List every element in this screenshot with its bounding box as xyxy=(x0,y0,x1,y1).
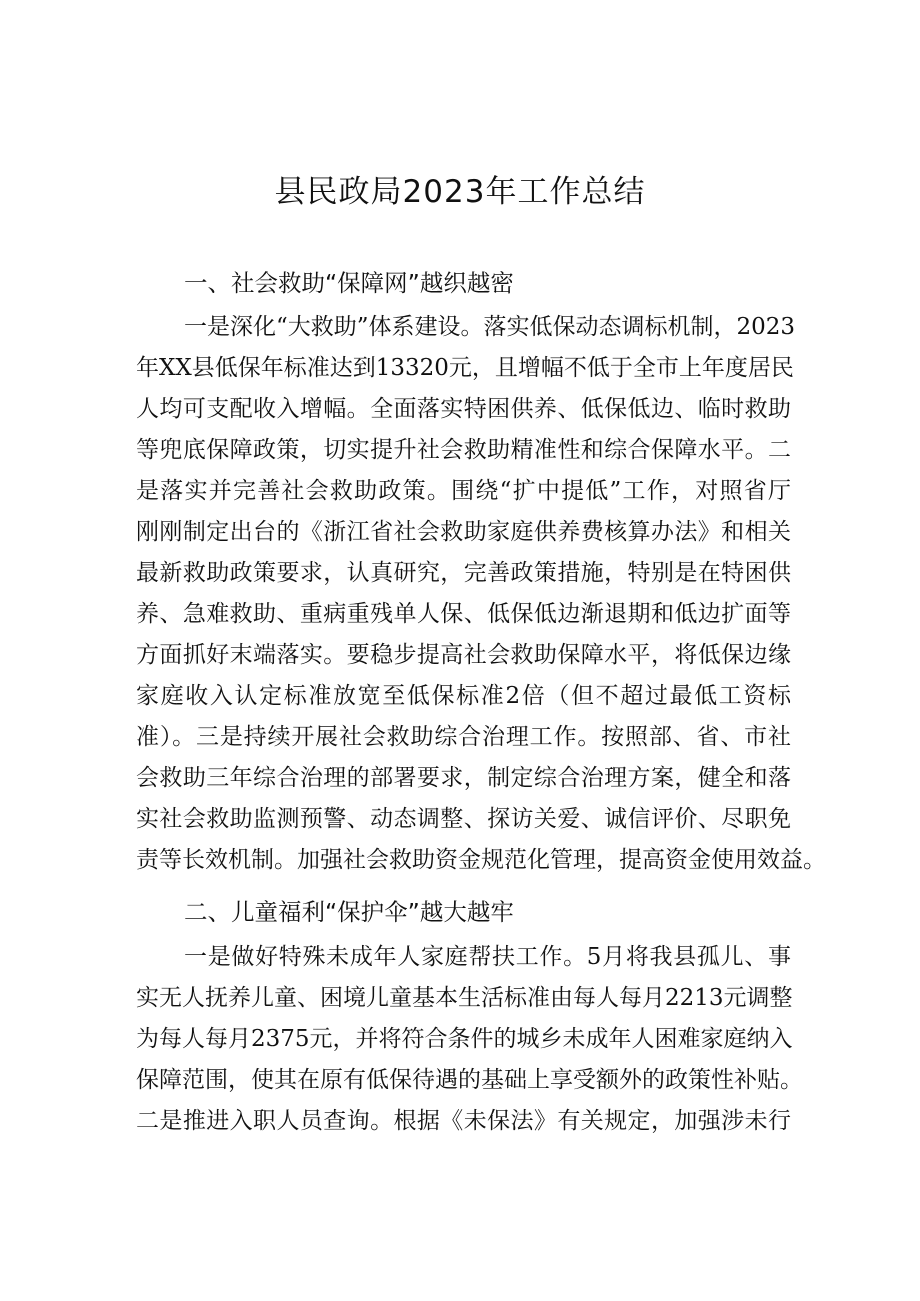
paragraph-line: 等兜底保障政策，切实提升社会救助精准性和综合保障水平。二 xyxy=(136,437,791,463)
paragraph-line: 家庭收入认定标准放宽至低保标准2倍（但不超过最低工资标 xyxy=(136,683,791,709)
paragraph-line: 养、急难救助、重病重残单人保、低保低边渐退期和低边扩面等 xyxy=(136,601,791,627)
paragraph-line: 为每人每月2375元，并将符合条件的城乡未成年人困难家庭纳入 xyxy=(136,1026,793,1052)
paragraph-line: 最新救助政策要求，认真研究，完善政策措施，特别是在特困供 xyxy=(136,560,791,586)
paragraph-line: 是落实并完善社会救助政策。围绕“扩中提低”工作，对照省厅 xyxy=(136,478,791,504)
paragraph-line: 一是做好特殊未成年人家庭帮扶工作。5月将我县孤儿、事 xyxy=(184,944,791,970)
document-title: 县民政局2023年工作总结 xyxy=(274,174,646,210)
paragraph-line: 年XX县低保年标准达到13320元，且增幅不低于全市上年度居民 xyxy=(136,355,794,381)
paragraph-line: 方面抓好末端落实。要稳步提高社会救助保障水平，将低保边缘 xyxy=(136,642,791,668)
section-heading-1: 一、社会救助“保障网”越织越密 xyxy=(184,269,514,297)
paragraph-line: 人均可支配收入增幅。全面落实特困供养、低保低边、临时救助 xyxy=(136,396,791,422)
paragraph-line: 准）。三是持续开展社会救助综合治理工作。按照部、省、市社 xyxy=(136,724,791,750)
section-heading-2: 二、儿童福利“保护伞”越大越牢 xyxy=(184,898,514,926)
paragraph-line: 会救助三年综合治理的部署要求，制定综合治理方案，健全和落 xyxy=(136,765,791,791)
paragraph-line: 刚刚制定出台的《浙江省社会救助家庭供养费核算办法》和相关 xyxy=(136,519,791,545)
paragraph-line: 二是推进入职人员查询。根据《未保法》有关规定，加强涉未行 xyxy=(136,1108,791,1134)
paragraph-line: 实无人抚养儿童、困境儿童基本生活标准由每人每月2213元调整 xyxy=(136,985,793,1011)
paragraph-line: 一是深化“大救助”体系建设。落实低保动态调标机制，2023 xyxy=(184,314,796,340)
paragraph-line: 保障范围，使其在原有低保待遇的基础上享受额外的政策性补贴。 xyxy=(136,1067,803,1093)
paragraph-line: 实社会救助监测预警、动态调整、探访关爱、诚信评价、尽职免 xyxy=(136,806,791,832)
paragraph-line: 责等长效机制。加强社会救助资金规范化管理，提高资金使用效益。 xyxy=(136,847,826,873)
